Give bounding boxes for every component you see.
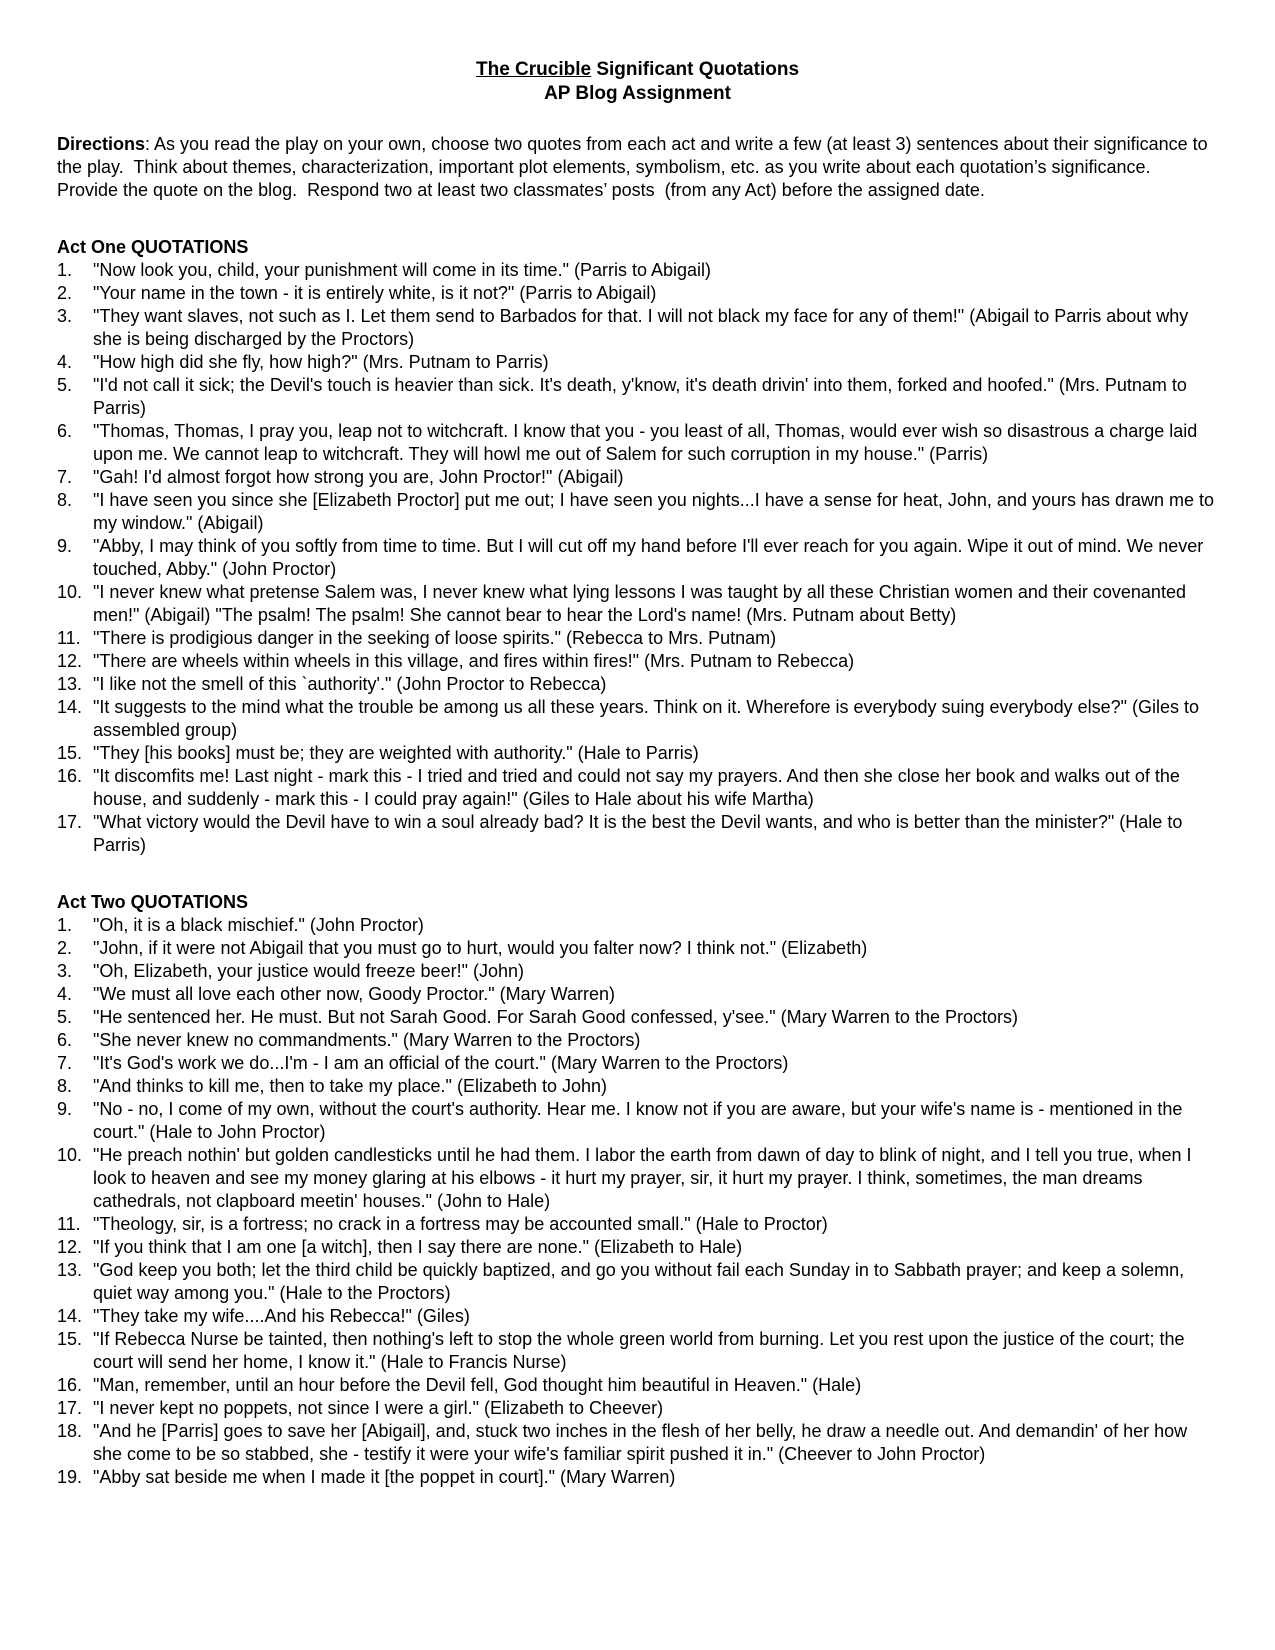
quotation-list [57, 914, 1218, 1489]
quotation-item [57, 673, 1218, 696]
item-number: 18. [57, 1421, 83, 1441]
item-number: 1. [57, 915, 73, 935]
quotation-item [57, 1098, 1218, 1144]
section-act-two [57, 891, 1218, 1489]
item-number: 7. [57, 1053, 73, 1073]
quotation-text: "If Rebecca Nurse be tainted, then nothing's left to stop the whole green world from burning. Let you rest upon the justice of the court; the court will send her home, I know it." (Hale to Francis Nurse) [93, 1329, 1185, 1372]
quotation-text: "What victory would the Devil have to win a soul already bad? It is the best the Devil wants, and who is better than the minister?" (Hale to Parris) [93, 812, 1183, 855]
quotation-item [57, 811, 1218, 857]
quotation-item [57, 305, 1218, 351]
quotation-item [57, 1075, 1218, 1098]
quotation-item [57, 420, 1218, 466]
quotation-text: "Oh, Elizabeth, your justice would freeze beer!" (John) [93, 961, 524, 981]
item-number: 10. [57, 582, 83, 602]
quotation-text: "Abby sat beside me when I made it [the poppet in court]." (Mary Warren) [93, 1467, 676, 1487]
item-number: 9. [57, 536, 73, 556]
quotation-item [57, 374, 1218, 420]
quotation-text: "She never knew no commandments." (Mary Warren to the Proctors) [93, 1030, 641, 1050]
item-number: 2. [57, 938, 73, 958]
quotation-text: "Abby, I may think of you softly from time to time. But I will cut off my hand before I'll ever reach for you again. Wipe it out of mind. We never touched, Abby." (John Proctor) [93, 536, 1204, 579]
quotation-item [57, 1259, 1218, 1305]
quotation-item [57, 937, 1218, 960]
item-number: 3. [57, 306, 73, 326]
item-number: 1. [57, 260, 73, 280]
quotation-item [57, 1144, 1218, 1213]
quotation-text: "I have seen you since she [Elizabeth Proctor] put me out; I have seen you nights...I have a sense for heat, John, and yours has drawn me to my window." (Abigail) [93, 490, 1215, 533]
item-number: 4. [57, 984, 73, 1004]
item-number: 10. [57, 1145, 83, 1165]
quotation-text: "They want slaves, not such as I. Let them send to Barbados for that. I will not black my face for any of them!" (Abigail to Parris about why she is being discharged by the Proctors) [93, 306, 1189, 349]
section-heading: Act One QUOTATIONS [57, 237, 249, 257]
quotation-text: "And he [Parris] goes to save her [Abigail], and, stuck two inches in the flesh of her belly, he draw a needle out. And demandin' of her how she come to be so stabbed, she - testify it were your wife's familiar spirit pushed it in." (Cheever to John Proctor) [93, 1421, 1188, 1464]
quotation-text: "There are wheels within wheels in this village, and fires within fires!" (Mrs. Putnam to Rebecca) [93, 651, 855, 671]
item-number: 5. [57, 375, 73, 395]
quotation-item [57, 466, 1218, 489]
directions-text: : As you read the play on your own, choose two quotes from each act and write a few (at least 3) sentences about their significance to the play. Think about themes, characterization, important plot elements, symbolism, etc. as you write about each quotation’s significance. Provide the quote on the blog. Respond two at least two classmates’ posts (from any Act) before the assigned date. [57, 134, 1213, 200]
quotation-text: "He sentenced her. He must. But not Sarah Good. For Sarah Good confessed, y'see." (Mary Warren to the Proctors) [93, 1007, 1018, 1027]
title-work-name: The Crucible [475, 59, 592, 80]
quotation-item [57, 914, 1218, 937]
quotation-item [57, 1236, 1218, 1259]
directions-label: Directions [57, 134, 146, 154]
item-number: 9. [57, 1099, 73, 1119]
item-number: 19. [57, 1467, 83, 1487]
quotation-item [57, 1374, 1218, 1397]
title-rest: Significant Quotations [591, 59, 800, 80]
quotation-item [57, 627, 1218, 650]
quotation-text: "I never kept no poppets, not since I were a girl." (Elizabeth to Cheever) [93, 1398, 664, 1418]
quotation-item [57, 1466, 1218, 1489]
quotation-item [57, 983, 1218, 1006]
quotation-text: "How high did she fly, how high?" (Mrs. Putnam to Parris) [93, 352, 549, 372]
quotation-text: "And thinks to kill me, then to take my place." (Elizabeth to John) [93, 1076, 608, 1096]
title-line [57, 58, 1218, 82]
item-number: 17. [57, 1398, 83, 1418]
item-number: 16. [57, 766, 83, 786]
quotation-item [57, 1305, 1218, 1328]
quotation-item [57, 1213, 1218, 1236]
item-number: 13. [57, 674, 83, 694]
quotation-item [57, 1052, 1218, 1075]
quotation-text: "It discomfits me! Last night - mark this - I tried and tried and could not say my prayers. And then she close her book and walks out of the house, and suddenly - mark this - I could pray again!" (Giles to Hale about his wife Martha) [93, 766, 1180, 809]
quotation-item [57, 351, 1218, 374]
item-number: 6. [57, 421, 73, 441]
item-number: 17. [57, 812, 83, 832]
quotation-item [57, 650, 1218, 673]
quotation-text: "Now look you, child, your punishment will come in its time." (Parris to Abigail) [93, 260, 712, 280]
quotation-item [57, 489, 1218, 535]
item-number: 11. [57, 628, 81, 648]
quotation-item [57, 960, 1218, 983]
quotation-item [57, 581, 1218, 627]
quotation-text: "Oh, it is a black mischief." (John Proctor) [93, 915, 424, 935]
item-number: 14. [57, 697, 83, 717]
item-number: 7. [57, 467, 73, 487]
item-number: 13. [57, 1260, 83, 1280]
quotation-text: "John, if it were not Abigail that you must go to hurt, would you falter now? I think not." (Elizabeth) [93, 938, 868, 958]
quotation-item [57, 1328, 1218, 1374]
quotation-text: "There is prodigious danger in the seeking of loose spirits." (Rebecca to Mrs. Putnam) [93, 628, 777, 648]
section-heading: Act Two QUOTATIONS [57, 892, 248, 912]
section-act-one [57, 236, 1218, 857]
quotation-text: "It suggests to the mind what the trouble be among us all these years. Think on it. Wherefore is everybody suing everybody else?" (Giles to assembled group) [93, 697, 1200, 740]
quotation-text: "Your name in the town - it is entirely white, is it not?" (Parris to Abigail) [93, 283, 657, 303]
quotation-item [57, 696, 1218, 742]
item-number: 5. [57, 1007, 73, 1027]
quotation-text: "It's God's work we do...I'm - I am an official of the court." (Mary Warren to the Proctors) [93, 1053, 789, 1073]
item-number: 8. [57, 1076, 73, 1096]
quotation-text: "No - no, I come of my own, without the court's authority. Hear me. I know not if you are aware, but your wife's name is - mentioned in the court." (Hale to John Proctor) [93, 1099, 1183, 1142]
quotation-text: "God keep you both; let the third child be quickly baptized, and go you without fail each Sunday in to Sabbath prayer; and keep a solemn, quiet way among you." (Hale to the Proctors) [93, 1260, 1185, 1303]
quotation-item [57, 742, 1218, 765]
quotation-text: "I'd not call it sick; the Devil's touch is heavier than sick. It's death, y'know, it's death drivin' into them, forked and hoofed." (Mrs. Putnam to Parris) [93, 375, 1187, 418]
item-number: 12. [57, 651, 83, 671]
item-number: 15. [57, 1329, 83, 1349]
quotation-text: "If you think that I am one [a witch], then I say there are none." (Elizabeth to Hale) [93, 1237, 743, 1257]
title-subtitle: AP Blog Assignment [544, 83, 731, 104]
quotation-text: "Thomas, Thomas, I pray you, leap not to witchcraft. I know that you - you least of all, Thomas, would ever wish so disastrous a charge laid upon me. We cannot leap to witchcraft. They will howl me out of Salem for such corruption in my house." (Parris) [93, 421, 1198, 464]
quotation-item [57, 535, 1218, 581]
item-number: 15. [57, 743, 83, 763]
quotation-text: "We must all love each other now, Goody Proctor." (Mary Warren) [93, 984, 615, 1004]
quotation-item [57, 1397, 1218, 1420]
item-number: 4. [57, 352, 73, 372]
item-number: 2. [57, 283, 73, 303]
quotation-text: "I never knew what pretense Salem was, I never knew what lying lessons I was taught by all these Christian women and their covenanted men!" (Abigail) "The psalm! The psalm! She cannot bear to hear the Lord's name! (Mrs. Putnam about Betty) [93, 582, 1186, 625]
item-number: 14. [57, 1306, 83, 1326]
quotation-text: "They take my wife....And his Rebecca!" (Giles) [93, 1306, 470, 1326]
item-number: 8. [57, 490, 73, 510]
quotation-text: "They [his books] must be; they are weighted with authority." (Hale to Parris) [93, 743, 699, 763]
document-title [57, 58, 1218, 106]
item-number: 12. [57, 1237, 83, 1257]
quotation-text: "I like not the smell of this `authority'." (John Proctor to Rebecca) [93, 674, 607, 694]
quotation-item [57, 1420, 1218, 1466]
quotation-item [57, 1029, 1218, 1052]
quotation-item [57, 1006, 1218, 1029]
item-number: 11. [57, 1214, 81, 1234]
quotation-list [57, 259, 1218, 857]
item-number: 6. [57, 1030, 73, 1050]
quotation-item [57, 259, 1218, 282]
quotation-text: "Theology, sir, is a fortress; no crack in a fortress may be accounted small." (Hale to Proctor) [93, 1214, 828, 1234]
quotation-item [57, 765, 1218, 811]
quotation-item [57, 282, 1218, 305]
item-number: 16. [57, 1375, 83, 1395]
directions-paragraph [57, 133, 1218, 202]
quotation-text: "Man, remember, until an hour before the Devil fell, God thought him beautiful in Heaven." (Hale) [93, 1375, 862, 1395]
item-number: 3. [57, 961, 73, 981]
quotation-text: "He preach nothin' but golden candlesticks until he had them. I labor the earth from dawn of day to blink of night, and I tell you true, when I look to heaven and see my money glaring at his elbows - it hurt my prayer, sir, it hurt my prayer. I think, sometimes, the man dreams cathedrals, not clapboard meetin' houses." (John to Hale) [93, 1145, 1192, 1211]
quotation-text: "Gah! I'd almost forgot how strong you are, John Proctor!" (Abigail) [93, 467, 624, 487]
